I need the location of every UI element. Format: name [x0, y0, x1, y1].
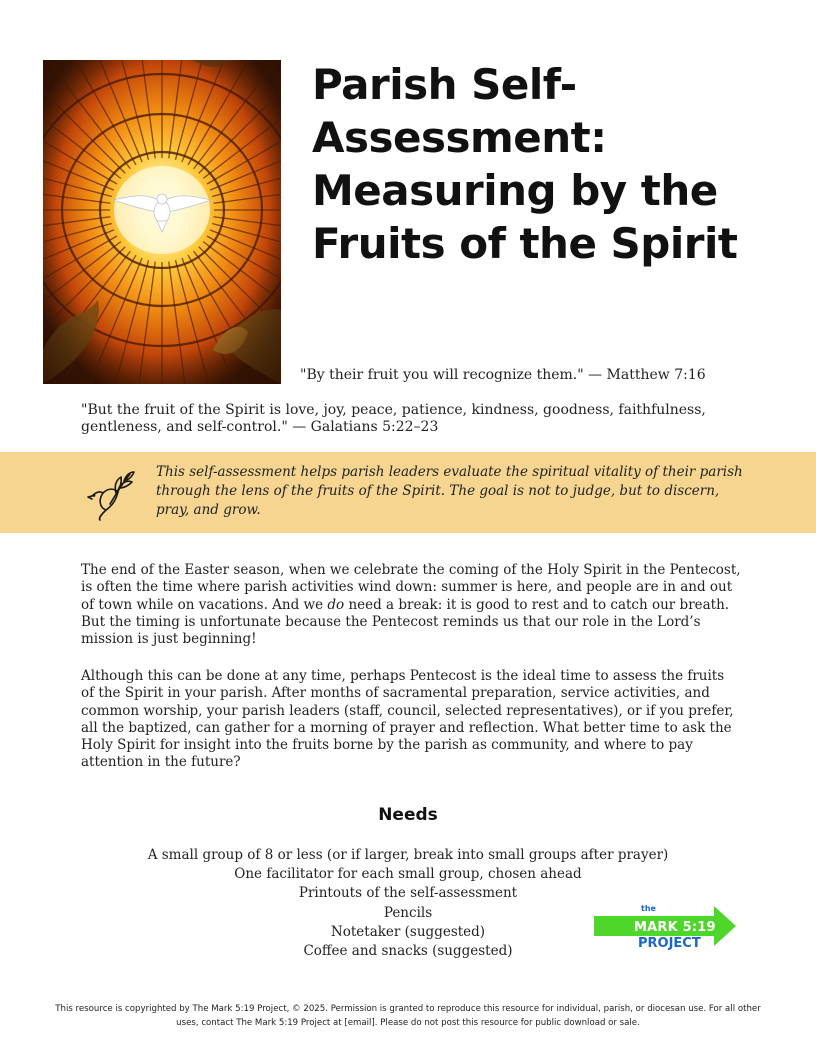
list-item: Coffee and snacks (suggested): [303, 943, 513, 960]
callout-text: This self-assessment helps parish leaders evaluate the spiritual vitality of their parish through the lens of the fruits of the Spirit. The goal is not to judge, but to discern, pray, and grow.: [156, 464, 743, 518]
logo-project: PROJECT: [638, 936, 701, 951]
stained-glass-dove-image: [43, 60, 281, 384]
intro-callout: [0, 452, 816, 533]
page-title: Parish Self-Assessment: Measuring by the Fruits of the Spirit: [312, 60, 738, 268]
logo-mark: MARK 5:19: [634, 920, 716, 935]
copyright-footer: This resource is copyrighted by The Mark 5:19 Project, © 2025. Permission is granted to reproduce this resource for individual, parish, or diocesan use. For all other uses, contact The Mark 5:19 Project at [email]. Please do not post this resource for public download or sale.: [55, 1004, 761, 1028]
galatians-quote: "But the fruit of the Spirit is love, joy, peace, patience, kindness, goodness, faithfulness, gentleness, and self-control." — Galatians 5:22–23: [81, 402, 706, 435]
paragraph-assessment-timing: Although this can be done at any time, perhaps Pentecost is the ideal time to assess the fruits of the Spirit in your parish. After months of sacramental preparation, service activities, and common worship, your parish leaders (staff, council, selected representatives), or if you prefer, all the baptized, can gather for a morning of prayer and reflection. What better time to ask the Holy Spirit for insight into the fruits borne by the parish as community, and where to pay attention in the future?: [81, 668, 734, 771]
mark-519-project-logo: [594, 904, 736, 956]
needs-heading: Needs: [378, 805, 438, 825]
list-item: One facilitator for each small group, chosen ahead: [234, 866, 582, 883]
logo-the: the: [641, 904, 656, 913]
matthew-quote: "By their fruit you will recognize them." — Matthew 7:16: [300, 367, 706, 383]
list-item: Pencils: [383, 904, 433, 921]
list-item: Notetaker (suggested): [330, 923, 486, 940]
list-item: A small group of 8 or less (or if larger, break into small groups after prayer): [147, 847, 669, 863]
paragraph-pentecost: The end of the Easter season, when we celebrate the coming of the Holy Spirit in the Pentecost, is often the time where parish activities wind down: summer is here, and people are in and out of town while on vacations. And we do need a break: it is good to rest and to catch our breath. But the timing is unfortunate because the Pentecost reminds us that our role in the Lord’s mission is just beginning!: [81, 562, 741, 648]
list-item: Printouts of the self-assessment: [298, 885, 518, 902]
stained-glass-artwork: [43, 60, 281, 384]
dove-with-branch-icon: [86, 466, 136, 522]
